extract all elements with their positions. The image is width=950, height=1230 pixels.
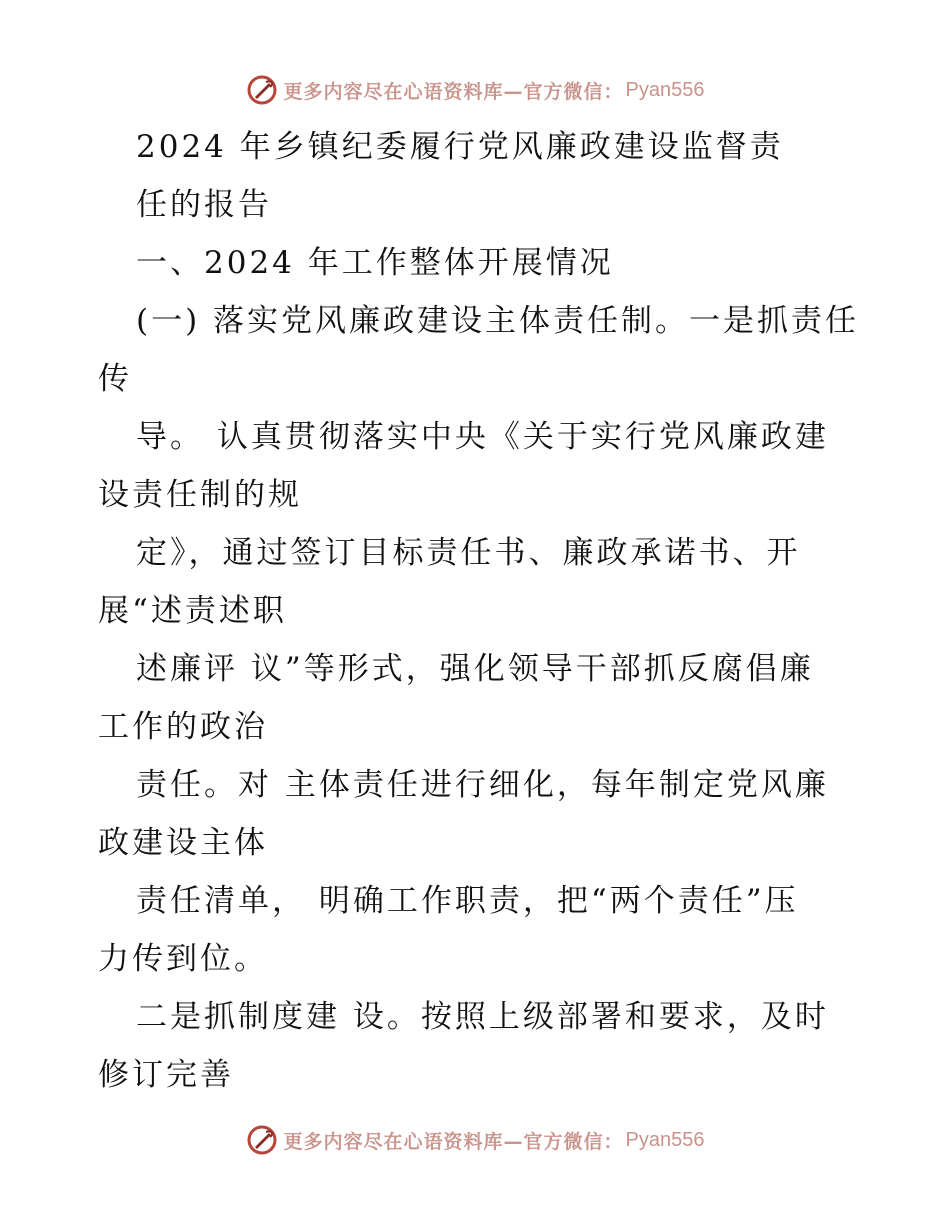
watermark-wechat-id: Pyan556 <box>625 78 705 101</box>
document-title-line-1: 2024 年乡镇纪委履行党风廉政建设监督责 <box>136 129 784 165</box>
watermark-banner-bottom <box>0 1120 950 1160</box>
paragraph-line: 导。 认真贯彻落实中央《关于实行党风廉政建 <box>136 419 829 455</box>
paragraph-line: 责任。对 主体责任进行细化，每年制定党风廉 <box>136 767 829 803</box>
document-title-line-2: 任的报告 <box>136 187 272 223</box>
watermark-wechat-id: Pyan556 <box>625 1128 705 1151</box>
paragraph-line: 述廉评 议”等形式，强化领导干部抓反腐倡廉 <box>136 651 814 687</box>
watermark-text: 更多内容尽在心语资料库—官方微信： <box>283 80 624 103</box>
paragraph-line: 修订完善 <box>98 1057 234 1093</box>
paragraph-line: 责任清单， 明确工作职责，把“两个责任”压 <box>136 883 799 919</box>
paragraph-line: 设责任制的规 <box>98 477 302 513</box>
paragraph-line: 政建设主体 <box>98 825 268 861</box>
quill-seal-logo-icon <box>246 1124 278 1156</box>
paragraph-line: 传 <box>98 361 132 397</box>
watermark-banner-top <box>0 70 950 110</box>
paragraph-line: 二是抓制度建 设。按照上级部署和要求，及时 <box>136 999 829 1035</box>
paragraph-line: (一) 落实党风廉政建设主体责任制。一是抓责任 <box>136 303 860 339</box>
quill-seal-logo-icon <box>246 74 278 106</box>
section-heading: 一、2024 年工作整体开展情况 <box>136 245 614 281</box>
paragraph-line: 力传到位。 <box>98 941 268 977</box>
paragraph-line: 展“述责述职 <box>98 593 287 629</box>
paragraph-line: 工作的政治 <box>98 709 268 745</box>
document-body <box>98 118 858 1104</box>
watermark-text: 更多内容尽在心语资料库—官方微信： <box>283 1130 624 1153</box>
paragraph-line: 定》，通过签订目标责任书、廉政承诺书、开 <box>136 535 801 571</box>
